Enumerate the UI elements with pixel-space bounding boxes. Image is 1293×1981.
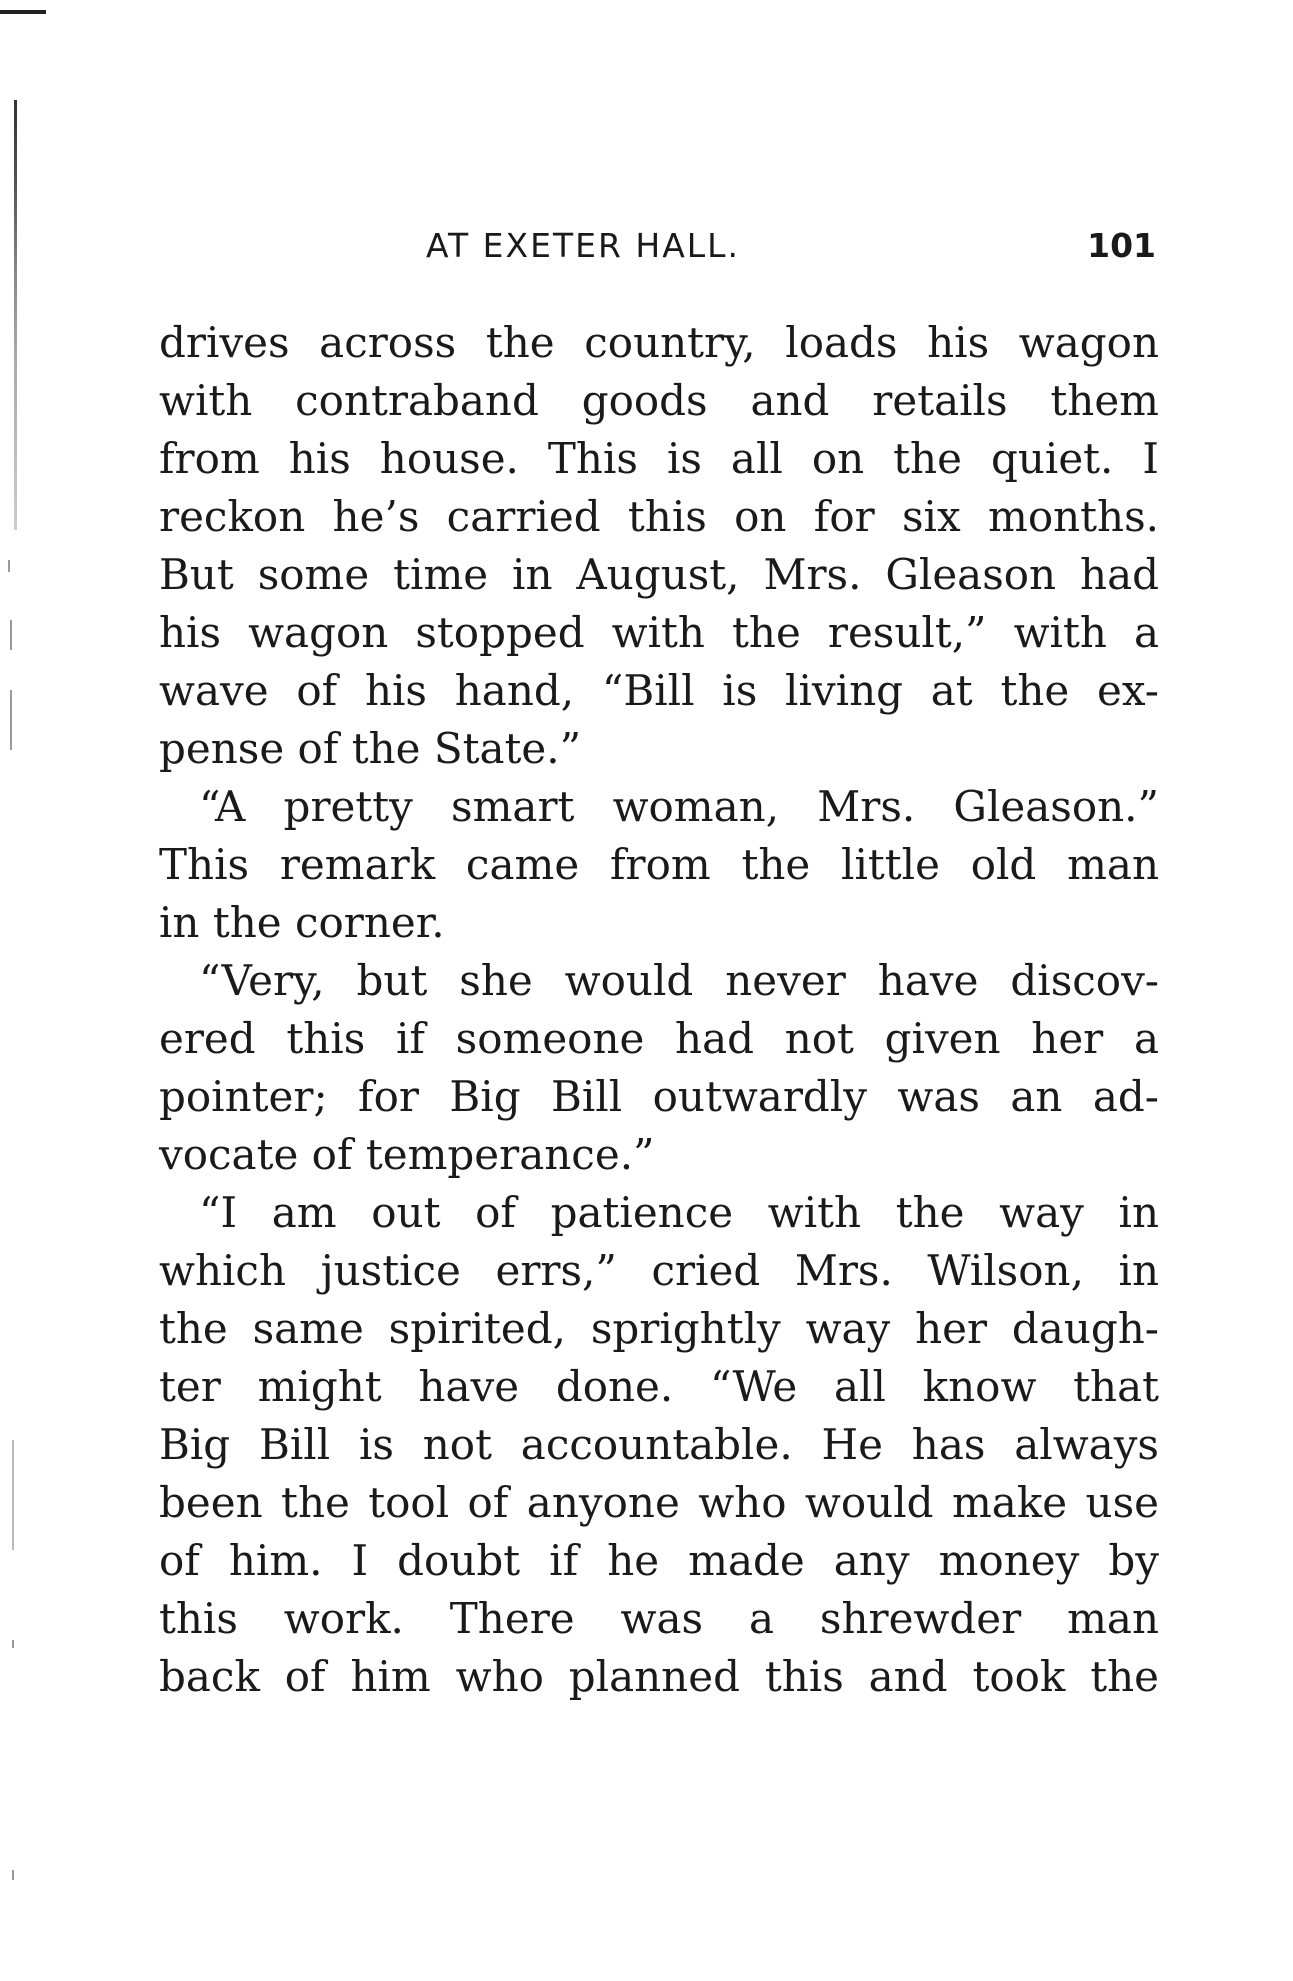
text-line: of him. I doubt if he made any money by xyxy=(159,1536,1159,1585)
running-title: AT EXETER HALL. xyxy=(426,226,741,265)
scan-speck xyxy=(12,1870,14,1880)
body-text xyxy=(159,314,1159,1706)
text-line: from his house. This is all on the quiet. I xyxy=(159,434,1159,483)
text-line: back of him who planned this and took the xyxy=(159,1652,1159,1701)
text-line: with contraband goods and retails them xyxy=(159,376,1159,425)
page-number: 101 xyxy=(1087,226,1156,265)
text-line: Big Bill is not accountable. He has always xyxy=(159,1420,1159,1469)
scan-speck xyxy=(8,560,10,572)
text-line: been the tool of anyone who would make use xyxy=(159,1478,1159,1527)
text-line: pointer; for Big Bill outwardly was an ad- xyxy=(159,1072,1159,1121)
scan-speck xyxy=(12,1640,14,1648)
text-line: which justice errs,” cried Mrs. Wilson, in xyxy=(159,1246,1159,1295)
text-line: wave of his hand, “Bill is living at the ex- xyxy=(159,666,1159,715)
text-line: “A pretty smart woman, Mrs. Gleason.” xyxy=(199,782,1159,831)
scan-gutter-edge xyxy=(14,100,17,530)
text-line: This remark came from the little old man xyxy=(159,840,1159,889)
text-line: ter might have done. “We all know that xyxy=(159,1362,1159,1411)
text-line: pense of the State.” xyxy=(159,724,582,773)
text-line: reckon he’s carried this on for six months. xyxy=(159,492,1159,541)
text-line: this work. There was a shrewder man xyxy=(159,1594,1159,1643)
text-line: the same spirited, sprightly way her daugh- xyxy=(159,1304,1159,1353)
text-line: in the corner. xyxy=(159,898,445,947)
text-line: his wagon stopped with the result,” with a xyxy=(159,608,1159,657)
scan-corner-mark xyxy=(0,10,46,14)
text-line: But some time in August, Mrs. Gleason had xyxy=(159,550,1159,599)
text-line: ered this if someone had not given her a xyxy=(159,1014,1159,1063)
text-line: vocate of temperance.” xyxy=(159,1130,655,1179)
running-header xyxy=(426,226,1156,276)
text-line: drives across the country, loads his wagon xyxy=(159,318,1159,367)
text-line: “I am out of patience with the way in xyxy=(199,1188,1159,1237)
text-line: “Very, but she would never have discov- xyxy=(199,956,1159,1005)
scan-speck xyxy=(10,690,12,750)
scan-speck xyxy=(10,620,12,650)
scan-speck xyxy=(12,1440,14,1550)
